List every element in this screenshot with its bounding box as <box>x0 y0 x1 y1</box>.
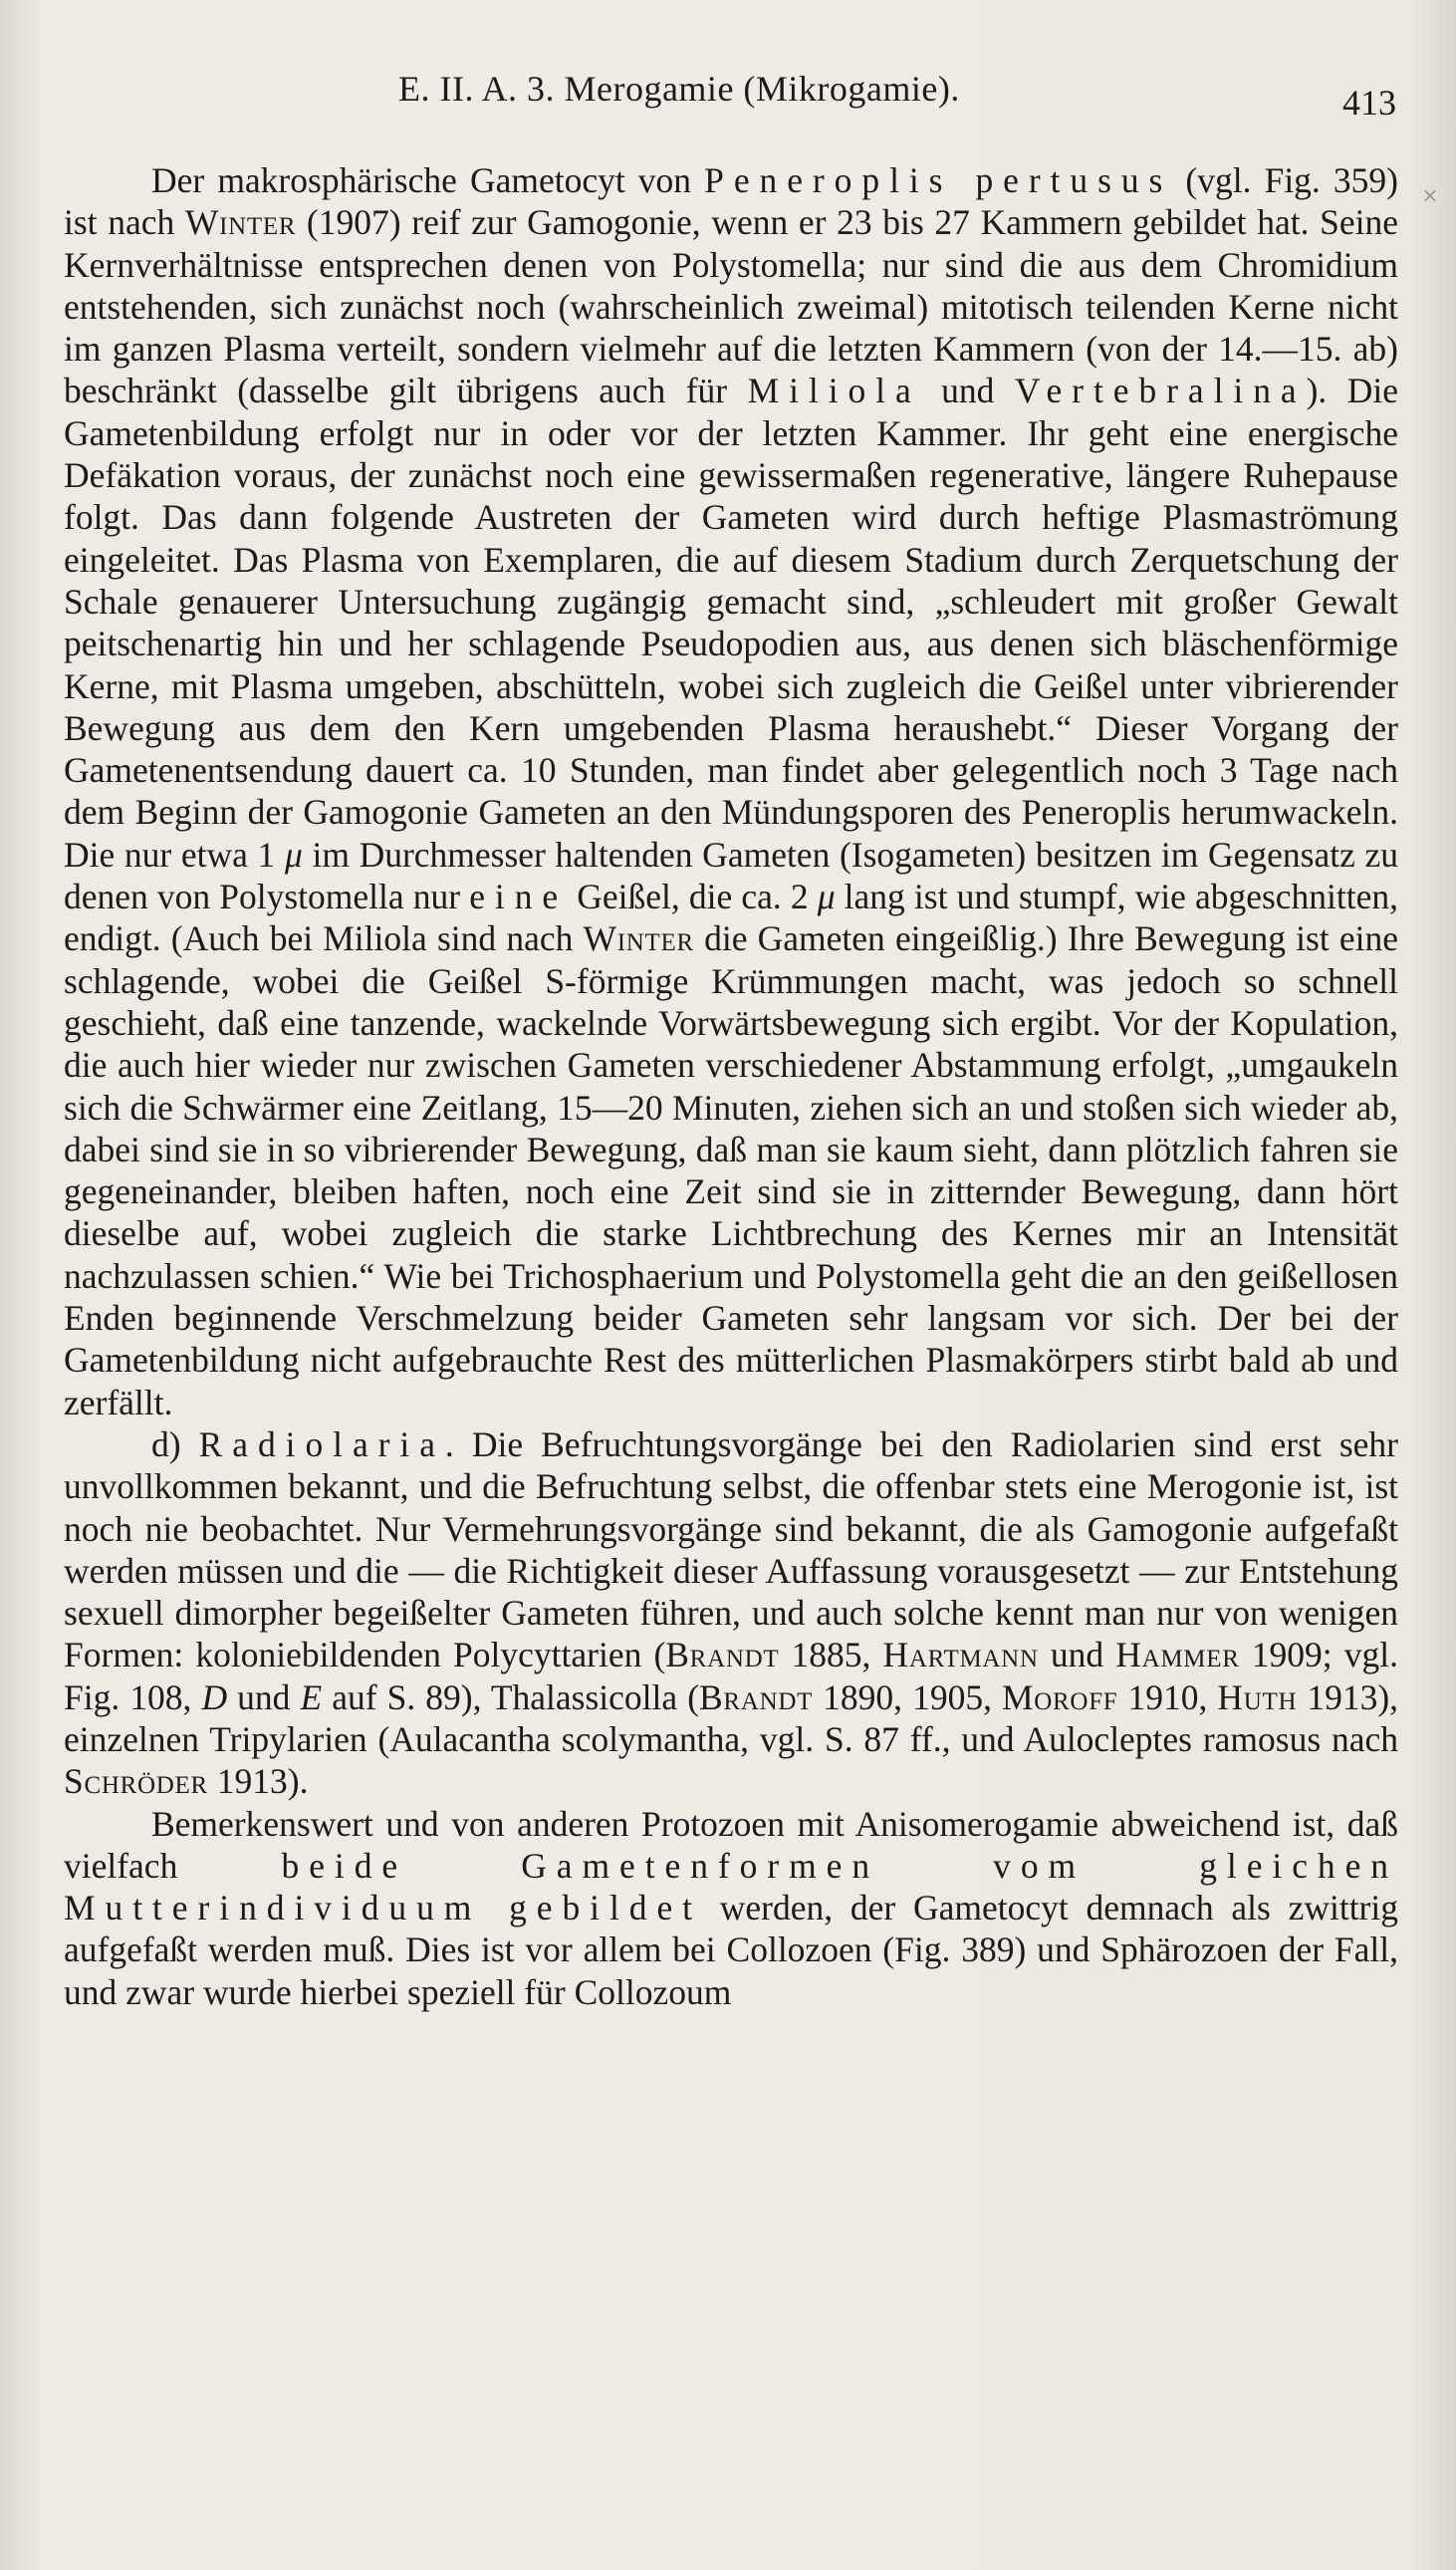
page-number: 413 <box>1342 83 1396 123</box>
text-run: Bemerkenswert und von anderen Protozoen mit Anisomerogamie abweichend ist, daß vielfach <box>64 1803 1398 1886</box>
author-name: Winter <box>184 202 297 243</box>
italic-symbol: E <box>300 1676 323 1717</box>
text-run: 1890, 1905, <box>813 1676 1002 1717</box>
text-run: die Gameten eingeißlig.) Ihre Bewegung ist eine schlagende, wobei die Geißel S-förmige Krümmungen macht, was jedoch so schnell geschieht, daß eine tanzende, wackelnde Vorwärtsbewegung sich ergibt. Vor der Kopulation, die auch hier wieder nur zwischen Gameten verschiedener Abstammung erfolgt, „umgaukeln sich die Schwärmer eine Zeitlang, 15—20 Minuten, ziehen sich an und stoßen sich wieder ab, dabei sind sie in so vibrierender Bewegung, daß man sie kaum sieht, dann plötzlich fahren sie gegeneinander, bleiben haften, noch eine Zeit sind sie in zitternder Bewegung, dann hört dieselbe auf, wobei zugleich die starke Lichtbrechung des Kernes mir an Intensität nachzulassen schien.“ Wie bei Trichosphaerium und Polystomella geht die an den geißellosen Enden beginnende Verschmelzung beider Gameten sehr langsam vor sich. Der bei der Gametenbildung nicht aufgebrauchte Rest des mütterlichen Plasmakörpers stirbt bald ab und zerfällt. <box>64 918 1398 1422</box>
author-name: Brandt <box>665 1635 780 1675</box>
spaced-emphasis: beide Gametenformen vom gleichen Mutterindividuum gebildet <box>64 1845 1398 1928</box>
italic-symbol: D <box>201 1676 228 1717</box>
spaced-emphasis: Miliola <box>747 371 921 411</box>
text-run: d) <box>151 1423 199 1464</box>
text-run: Geißel, die ca. 2 <box>568 877 818 917</box>
text-run: (1907) reif zur Gamogonie, wenn er 23 bis 27 Kammern gebildet hat. Seine Kernverhältnisse entsprechen denen von Polystomella; nur sind die aus dem Chromidium entstehenden, sich zunächst noch (wahrscheinlich zweimal) mitotisch teilenden Kerne nicht im ganzen Plasma verteilt, sondern vielmehr auf die letzten Kammern (von der 14.—15. ab) beschränkt (dasselbe gilt übrigens auch für <box>64 202 1398 411</box>
text-run: (vgl. Fig. 359) ist nach <box>64 160 1398 243</box>
text-run: auf S. 89), Thalassicolla ( <box>322 1676 700 1717</box>
author-name: Hammer <box>1115 1635 1240 1675</box>
text-run: 1910, <box>1117 1676 1218 1717</box>
body-text <box>64 159 1398 2013</box>
text-run: werden, der Gametocyt demnach als zwittrig aufgefaßt werden muß. Dies ist vor allem bei Collozoen (Fig. 389) und Sphärozoen der Fall, und zwar wurde hierbei speziell für Collozoum <box>64 1888 1398 2012</box>
text-run: im Durchmesser haltenden Gameten (Isogameten) besitzen im Gegensatz zu denen von Polystomella nur <box>64 834 1399 917</box>
text-run: 1913). <box>207 1761 309 1802</box>
italic-symbol: μ <box>284 834 303 875</box>
paragraph <box>64 1803 1398 2013</box>
author-name: Brandt <box>699 1676 814 1717</box>
page-header <box>0 68 1456 128</box>
author-name: Moroff <box>1002 1676 1118 1717</box>
text-run: Der makrosphärische Gametocyt von <box>151 160 705 200</box>
text-run: 1913), einzelnen Tripylarien (Aulacantha scolymantha, vgl. S. 87 ff., und Aulocleptes ramosus nach <box>64 1676 1399 1759</box>
spaced-emphasis: Peneroplis pertusus <box>704 160 1173 200</box>
author-name: Huth <box>1217 1676 1298 1717</box>
text-run: und <box>227 1676 301 1717</box>
text-run: und <box>1038 1635 1116 1675</box>
paragraph <box>64 1423 1398 1803</box>
author-name: Hartmann <box>882 1635 1039 1675</box>
margin-pencil-mark: × <box>1422 181 1438 212</box>
paragraph <box>64 159 1398 1423</box>
running-title: E. II. A. 3. Merogamie (Mikrogamie). <box>398 69 960 109</box>
spaced-emphasis: Vertebralina <box>1014 371 1307 411</box>
text-run: . Die Befruchtungsvorgänge bei den Radiolarien sind erst sehr unvollkommen bekannt, und die Befruchtung selbst, die offenbar stets eine Merogonie ist, ist noch nie beobachtet. Nur Vermehrungsvorgänge sind bekannt, die als Gamogonie aufgefaßt werden müssen und die — die Richtigkeit dieser Auffassung vorausgesetzt — zur Entstehung sexuell dimorpher begeißelter Gameten führen, und auch solche kennt man nur von wenigen Formen: koloniebildenden Polycyttarien ( <box>64 1423 1399 1675</box>
text-run: lang ist und stumpf, wie abgeschnitten, endigt. (Auch bei Miliola sind nach <box>64 877 1398 959</box>
text-run: 1909; vgl. Fig. 108, <box>64 1635 1398 1717</box>
text-run: und <box>920 371 1015 411</box>
spaced-emphasis: Radiolaria <box>198 1423 445 1464</box>
spaced-emphasis: eine <box>469 877 569 917</box>
text-run: 1885, <box>779 1635 883 1675</box>
italic-symbol: μ <box>817 877 836 917</box>
author-name: Winter <box>583 918 694 959</box>
author-name: Schröder <box>64 1761 208 1802</box>
text-run: ). Die Gametenbildung erfolgt nur in oder vor der letzten Kammer. Ihr geht eine energische Defäkation voraus, der zunächst noch eine gewissermaßen regenerative, längere Ruhepause folgt. Das dann folgende Austreten der Gameten wird durch heftige Plasmaströmung eingeleitet. Das Plasma von Exemplaren, die auf diesem Stadium durch Zerquetschung der Schale genauerer Untersuchung zugängig gemacht sind, „schleudert mit großer Gewalt peitschenartig hin und her schlagende Pseudopodien aus, aus denen sich bläschenförmige Kerne, mit Plasma umgeben, abschütteln, wobei sich zugleich die Geißel unter vibrierender Bewegung aus dem den Kern umgebenden Plasma heraushebt.“ Dieser Vorgang der Gametenentsendung dauert ca. 10 Stunden, man findet aber gelegentlich noch 3 Tage nach dem Beginn der Gamogonie Gameten an den Mündungsporen des Peneroplis herumwackeln. Die nur etwa 1 <box>64 371 1398 875</box>
